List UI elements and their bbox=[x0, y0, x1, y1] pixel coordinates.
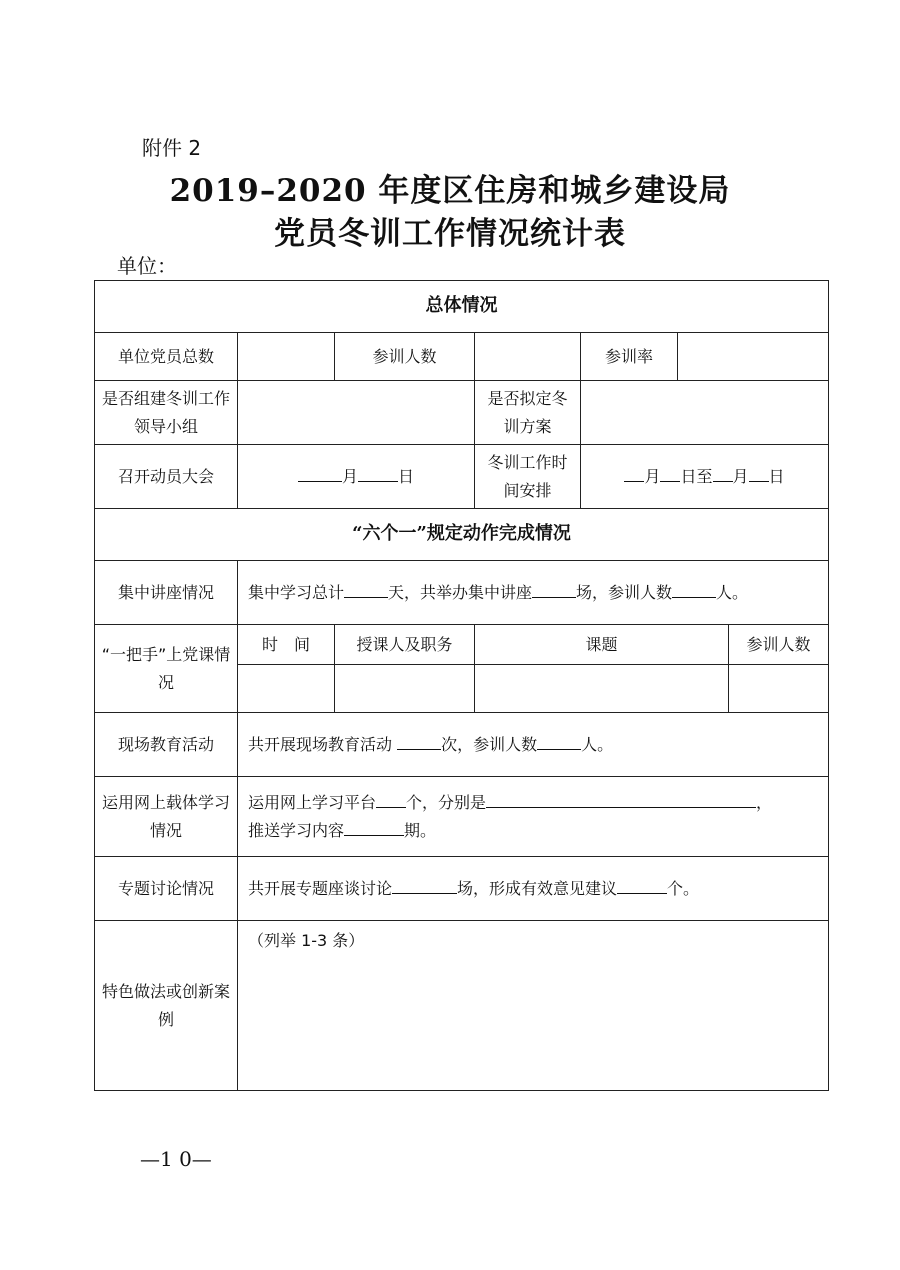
section-overall-header: 总体情况 bbox=[95, 281, 829, 333]
col-topic-header: 课题 bbox=[475, 625, 729, 665]
field-edu-text-1: 共开展现场教育活动 bbox=[248, 734, 393, 754]
leader-lesson-label: “一把手”上党课情况 bbox=[95, 625, 238, 713]
month-text: 月 bbox=[341, 466, 358, 486]
col-lecturer-header: 授课人及职务 bbox=[335, 625, 475, 665]
study-days-blank[interactable] bbox=[344, 581, 388, 598]
statistics-table bbox=[94, 280, 829, 1091]
lesson-participants-cell[interactable] bbox=[729, 665, 829, 713]
page-number: —1 0— bbox=[140, 1147, 212, 1171]
field-edu-participants-blank[interactable] bbox=[537, 733, 581, 750]
attachment-label: 附件 2 bbox=[142, 136, 202, 160]
field-edu-text-2: 次，参训人数 bbox=[441, 734, 538, 754]
lecture-text-3: 场，参训人数 bbox=[576, 582, 673, 602]
title-line-2: 党员冬训工作情况统计表 bbox=[274, 216, 626, 252]
discussion-count-blank[interactable] bbox=[392, 877, 457, 894]
col-time-header: 时 间 bbox=[238, 625, 335, 665]
platform-count-blank[interactable] bbox=[376, 791, 406, 808]
lecture-text-4: 人。 bbox=[716, 582, 749, 602]
online-text-2: 个，分别是 bbox=[406, 793, 487, 813]
field-edu-count-blank[interactable] bbox=[397, 733, 441, 750]
discussion-label: 专题讨论情况 bbox=[95, 857, 238, 921]
end-month-blank[interactable] bbox=[713, 465, 733, 482]
day-blank[interactable] bbox=[358, 465, 398, 482]
discussion-content[interactable] bbox=[238, 857, 829, 921]
innovation-label: 特色做法或创新案例 bbox=[95, 921, 238, 1091]
topic-cell[interactable] bbox=[475, 665, 729, 713]
lecturer-cell[interactable] bbox=[335, 665, 475, 713]
col-participants-header: 参训人数 bbox=[729, 625, 829, 665]
end-day-blank[interactable] bbox=[749, 465, 769, 482]
unit-label: 单位： bbox=[117, 254, 177, 278]
rate-label: 参训率 bbox=[581, 333, 678, 381]
suggestion-count-blank[interactable] bbox=[617, 877, 667, 894]
participants-cell[interactable] bbox=[475, 333, 581, 381]
start-month-text: 月 bbox=[644, 466, 661, 486]
discussion-text-2: 场，形成有效意见建议 bbox=[457, 878, 618, 898]
field-edu-text-3: 人。 bbox=[581, 734, 614, 754]
field-edu-label: 现场教育活动 bbox=[95, 713, 238, 777]
online-content[interactable] bbox=[238, 777, 829, 857]
lecture-text-2: 天，共举办集中讲座 bbox=[388, 582, 533, 602]
online-text-4: 推送学习内容 bbox=[248, 820, 345, 840]
platform-names-blank[interactable] bbox=[486, 791, 756, 808]
to-text: 日至 bbox=[680, 466, 713, 486]
schedule-dates[interactable] bbox=[581, 445, 829, 509]
start-month-blank[interactable] bbox=[624, 465, 644, 482]
schedule-label: 冬训工作时间安排 bbox=[475, 445, 581, 509]
end-month-text: 月 bbox=[732, 466, 749, 486]
discussion-text-3: 个。 bbox=[667, 878, 700, 898]
lecture-participants-blank[interactable] bbox=[672, 581, 716, 598]
innovation-hint: （列举 1-3 条） bbox=[248, 931, 365, 950]
online-text-1: 运用网上学习平台 bbox=[248, 793, 377, 813]
field-edu-content[interactable] bbox=[238, 713, 829, 777]
lecture-text-1: 集中学习总计 bbox=[248, 582, 345, 602]
online-text-3: ， bbox=[756, 793, 773, 813]
lecture-label: 集中讲座情况 bbox=[95, 561, 238, 625]
plan-cell[interactable] bbox=[581, 381, 829, 445]
time-cell[interactable] bbox=[238, 665, 335, 713]
day-text: 日 bbox=[398, 466, 415, 486]
total-members-label: 单位党员总数 bbox=[95, 333, 238, 381]
discussion-text-1: 共开展专题座谈讨论 bbox=[248, 878, 393, 898]
online-label: 运用网上载体学习情况 bbox=[95, 777, 238, 857]
innovation-content[interactable] bbox=[238, 921, 829, 1091]
leading-group-cell[interactable] bbox=[238, 381, 475, 445]
total-members-cell[interactable] bbox=[238, 333, 335, 381]
title-line-1: 2019–2020 年度区住房和城乡建设局 bbox=[169, 173, 731, 209]
lecture-count-blank[interactable] bbox=[532, 581, 576, 598]
online-text-5: 期。 bbox=[404, 820, 437, 840]
start-day-blank[interactable] bbox=[660, 465, 680, 482]
lecture-content[interactable] bbox=[238, 561, 829, 625]
rate-cell[interactable] bbox=[678, 333, 829, 381]
end-day-text: 日 bbox=[768, 466, 785, 486]
push-count-blank[interactable] bbox=[344, 819, 404, 836]
participants-label: 参训人数 bbox=[335, 333, 475, 381]
leading-group-label: 是否组建冬训工作领导小组 bbox=[95, 381, 238, 445]
section-six-header: “六个一”规定动作完成情况 bbox=[95, 509, 829, 561]
plan-label: 是否拟定冬训方案 bbox=[475, 381, 581, 445]
mobilization-label: 召开动员大会 bbox=[95, 445, 238, 509]
month-blank[interactable] bbox=[298, 465, 342, 482]
mobilization-date[interactable] bbox=[238, 445, 475, 509]
